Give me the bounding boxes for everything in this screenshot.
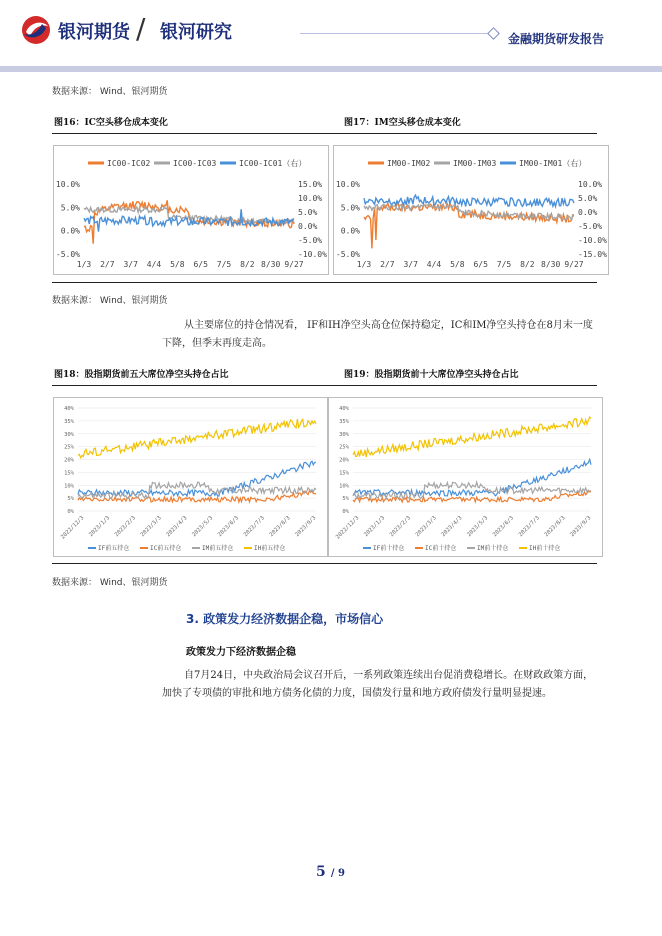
legend-label: IM前五持仓 [202,545,234,552]
legend-im01 [500,158,586,168]
x-tick: 2023/6/3 [492,515,516,539]
current-page: 5 [316,864,326,880]
x-tick: 2023/9/3 [569,515,593,539]
legend-im02 [368,159,431,168]
x-tick: 6/5 [473,260,488,269]
y-tick: 40% [64,406,74,412]
brand-divider: / [136,12,146,45]
subsection-heading: 政策发力下经济数据企稳 [186,647,296,658]
x-tick: 9/27 [564,260,584,269]
legend-im03-label: IM00-IM03 [453,159,497,168]
body-paragraph: 从主要席位的持仓情况看， IF和IH净空头高仓位保持稳定，IC和IM净空头持仓在8月末一度下降，但季末再度走高。 [162,320,593,349]
y-tick: 10% [339,483,349,490]
y-tick: 40% [339,406,349,412]
legend-im01-label: IM00-IM01（右） [519,159,587,168]
x-tick: 2023/8/3 [268,515,292,539]
ih-line [78,419,316,458]
y-tick: 0% [67,509,74,515]
legend-label: IC前十持仓 [425,545,457,552]
x-tick: 8/30 [541,260,561,269]
y-right-tick: -15.0% [578,250,607,259]
report-title: 金融期货研发报告 [508,32,605,46]
y-right-tick: -10.0% [578,236,607,245]
x-tick: 2023/7/3 [517,515,541,539]
y-right-tick: 15.0% [298,180,323,189]
legend-ic03 [154,159,217,168]
y-right-tick: -5.0% [298,236,323,245]
brand-name: 银河期货 [58,22,130,43]
y-left-tick: 10.0% [335,180,360,189]
legend-ic01 [220,158,306,168]
x-tick: 2/7 [100,260,115,269]
y-right-tick: 10.0% [578,180,603,189]
legend-label: IM前十持仓 [477,545,509,552]
x-tick: 4/4 [426,260,442,269]
figure-17-title: 图17：IM空头移仓成本变化 [344,118,461,128]
x-tick: 7/5 [216,260,232,269]
x-tick: 2023/4/3 [165,515,189,539]
y-tick: 15% [339,470,349,477]
x-tick: 2023/5/3 [466,515,490,539]
y-left-tick: 5.0% [60,203,80,213]
legend-im03 [434,159,497,168]
figure-19-chart [328,397,603,557]
figure-17-chart [333,145,609,275]
x-tick: 6/5 [193,260,208,269]
x-tick: 3/7 [403,260,418,269]
legend-label: IH前十持仓 [529,545,561,552]
x-tick: 2023/4/3 [440,515,464,539]
y-left-tick: -5.0% [335,250,360,259]
data-source-note: 数据来源： Wind、银河期货 [52,578,168,588]
series-line-3 [364,195,574,206]
y-tick: 5% [67,496,74,503]
legend-ic01-label: IC00-IC01（右） [239,159,307,168]
x-tick: 2023/6/3 [217,515,241,539]
x-tick: 8/2 [240,260,255,269]
legend-ic02 [88,159,151,168]
top5-net-short-chart [54,398,327,556]
header-band [0,66,662,72]
ih-line [353,417,591,457]
y-tick: 30% [64,431,74,438]
galaxy-logo-icon [20,14,52,46]
x-tick: 8/2 [520,260,535,269]
x-tick: 2023/8/3 [543,515,567,539]
x-tick: 2022/12/3 [335,515,361,541]
y-tick: 20% [339,457,349,464]
figure-bottom-rule [52,282,597,283]
im-roll-cost-chart [334,146,608,274]
legend-label: IF前十持仓 [373,545,405,552]
figure-top-rule [52,133,597,134]
x-tick: 2023/3/3 [139,515,163,539]
y-left-tick: 10.0% [55,180,80,189]
total-pages: / 9 [330,868,345,879]
y-right-tick: 0.0% [578,208,598,217]
x-tick: 8/30 [261,260,281,269]
x-tick: 7/5 [496,260,512,269]
figure-16-chart [53,145,329,275]
y-right-tick: 5.0% [298,208,318,217]
y-right-tick: 5.0% [578,194,598,203]
y-tick: 20% [64,457,74,464]
y-left-tick: 5.0% [340,203,360,213]
x-tick: 2023/3/3 [414,515,438,539]
x-tick: 1/3 [76,260,92,269]
x-tick: 5/8 [170,260,185,269]
x-tick: 4/4 [146,260,162,269]
y-tick: 10% [64,483,74,490]
x-tick: 2022/12/3 [60,515,86,541]
y-left-tick: 0.0% [60,226,80,236]
figure-16-title: 图16：IC空头移仓成本变化 [54,118,168,128]
x-tick: 5/8 [450,260,465,269]
page-number [316,861,345,880]
data-source-note: 数据来源： Wind、银河期货 [52,87,168,97]
legend-im02-label: IM00-IM02 [387,159,431,168]
figure-19-title: 图19：股指期货前十大席位净空头持仓占比 [344,370,519,380]
y-tick: 25% [339,444,349,451]
x-tick: 2023/5/3 [191,515,215,539]
legend-label: IF前五持仓 [98,545,130,552]
body-paragraph: 自7月24日，中央政治局会议召开后，一系列政策连续出台促消费稳增长。在财政政策方面，加快了专项债的审批和地方债务化债的力度，国债发行量和地方政府债发行量明显提速。 [162,670,594,699]
data-source-note: 数据来源： Wind、银河期货 [52,296,168,306]
if-line [78,461,316,496]
header-decor-line [300,33,490,34]
x-tick: 2023/9/3 [294,515,318,539]
y-tick: 15% [64,470,74,477]
x-tick: 2/7 [380,260,395,269]
y-left-tick: -5.0% [55,250,80,259]
section-heading: 3. 政策发力经济数据企稳，市场信心 [186,612,384,626]
legend-label: IC前五持仓 [150,545,182,552]
figure-top-rule [52,385,597,386]
figure-bottom-rule [52,563,597,564]
y-tick: 0% [342,509,349,515]
x-tick: 1/3 [356,260,372,269]
brand-subname: 银河研究 [160,22,232,43]
y-right-tick: 10.0% [298,194,323,203]
y-tick: 5% [342,496,349,503]
x-tick: 3/7 [123,260,138,269]
x-tick: 2023/2/3 [388,515,412,539]
y-tick: 35% [339,418,349,425]
figure-18-title: 图18：股指期货前五大席位净空头持仓占比 [54,370,229,380]
x-tick: 2023/2/3 [113,515,137,539]
x-tick: 2023/7/3 [242,515,266,539]
y-tick: 30% [339,431,349,438]
legend-label: IH前五持仓 [254,545,286,552]
y-right-tick: -10.0% [298,250,327,259]
y-right-tick: -5.0% [578,222,603,231]
y-right-tick: 0.0% [298,222,318,231]
figure-18-chart [53,397,328,557]
x-tick: 2023/1/3 [88,515,112,539]
top10-net-short-chart [329,398,602,556]
x-tick: 2023/1/3 [363,515,387,539]
y-tick: 35% [64,418,74,425]
x-tick: 9/27 [284,260,304,269]
y-tick: 25% [64,444,74,451]
legend-ic02-label: IC00-IC02 [107,159,151,168]
y-left-tick: 0.0% [340,226,360,236]
legend-ic03-label: IC00-IC03 [173,159,217,168]
ic-roll-cost-chart [54,146,328,274]
